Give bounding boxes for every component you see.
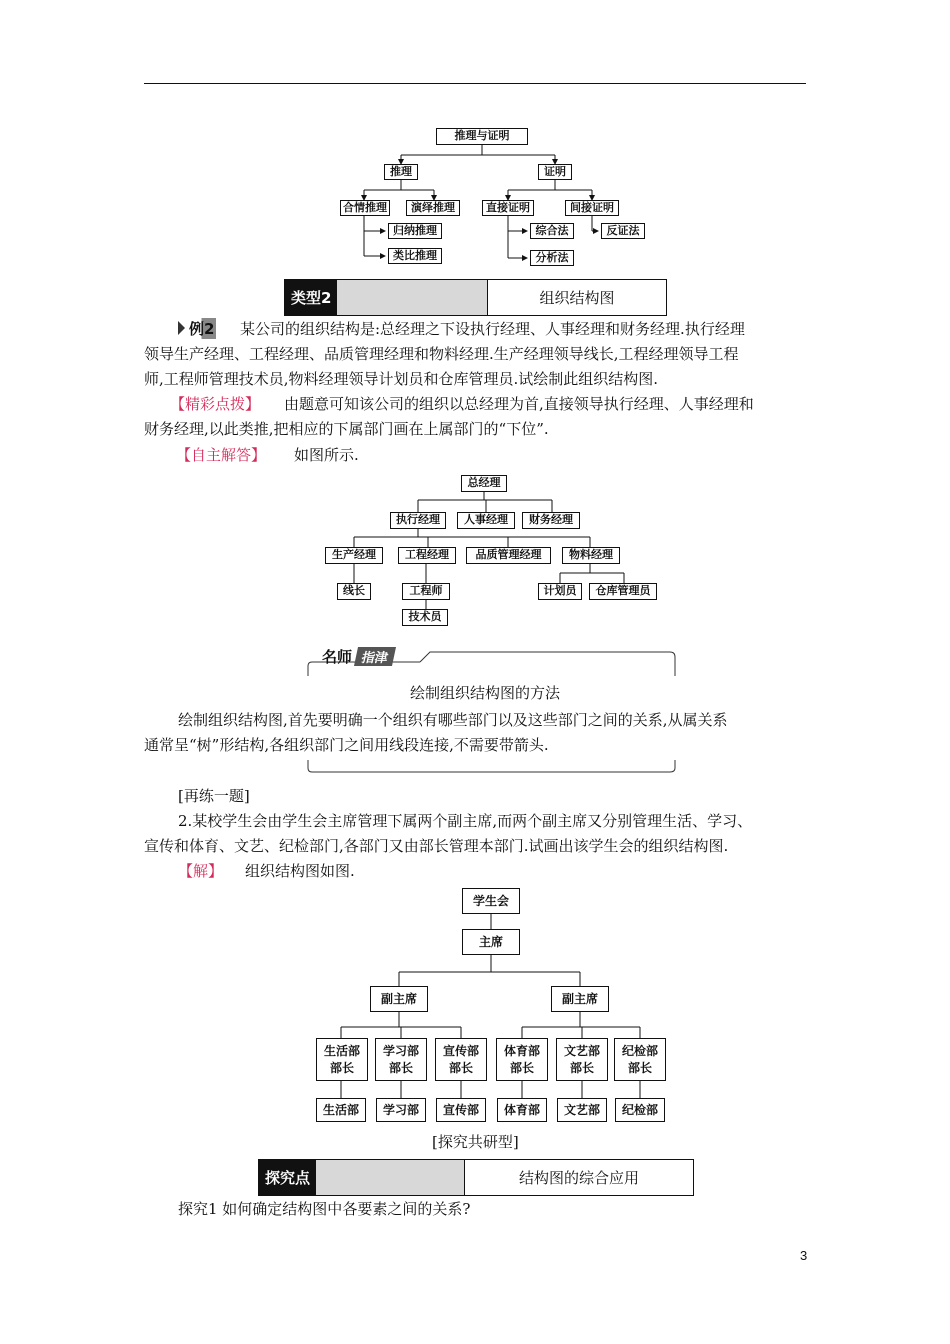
explore-tag: 探究点: [259, 1160, 316, 1195]
org-material: 物料经理: [562, 547, 620, 564]
node-plausible: 合情推理: [340, 200, 390, 216]
dept-publicity: 宣传部: [436, 1098, 486, 1122]
teacher-tip-line-1: 绘制组织结构图,首先要明确一个组织有哪些部门以及这些部门之间的关系,从属关系: [178, 711, 728, 729]
org-finance: 财务经理: [522, 512, 580, 529]
head-study: 学习部部长: [375, 1038, 427, 1081]
page-number: 3: [800, 1248, 808, 1263]
practice-line-2: 宣传和体育、文艺、纪检部门,各部门又由部长管理本部门.试画出该学生会的组织结构图.: [144, 837, 729, 855]
hint-label: 【精彩点拨】: [170, 395, 261, 413]
vice-chair-1: 副主席: [370, 986, 428, 1012]
section-title: 组织结构图: [487, 280, 666, 315]
teacher-tip-badge-a: 名师: [322, 647, 353, 666]
dept-study: 学习部: [376, 1098, 426, 1122]
hint-line-2: 财务经理,以此类推,把相应的下属部门画在上属部门的“下位”.: [144, 420, 549, 438]
example-line-2: 领导生产经理、工程经理、品质管理经理和物料经理.生产经理领导线长,工程经理领导工程: [144, 345, 739, 363]
union-node: 学生会: [462, 888, 520, 914]
org-planner: 计划员: [538, 583, 582, 600]
org-engineer: 工程师: [402, 583, 450, 600]
self-answer-label: 【自主解答】: [176, 446, 267, 464]
practice-line-1: 2.某校学生会由学生会主席管理下属两个副主席,而两个副主席又分别管理生活、学习、: [178, 812, 753, 830]
org-quality: 品质管理经理: [466, 547, 551, 564]
section-banner-explore: [258, 1159, 694, 1196]
node-synthetic: 综合法: [530, 223, 574, 239]
dept-sports: 体育部: [497, 1098, 547, 1122]
example-line-3: 师,工程师管理技术员,物料经理领导计划员和仓库管理员.试绘制此组织结构图.: [144, 370, 659, 388]
practice-answer-text: 组织结构图如图.: [245, 862, 355, 880]
vice-chair-2: 副主席: [551, 986, 609, 1012]
teacher-tip-title: 绘制组织结构图的方法: [410, 684, 561, 702]
teacher-tip-badge-b: 指津: [354, 647, 396, 666]
org-engineering: 工程经理: [398, 547, 456, 564]
explore-question-1: 探究1 如何确定结构图中各要素之间的关系?: [178, 1200, 471, 1218]
example-line-1: 某公司的组织结构是:总经理之下设执行经理、人事经理和财务经理.执行经理: [240, 320, 745, 338]
chair-node: 主席: [462, 929, 520, 955]
node-reasoning: 推理: [384, 164, 418, 180]
head-publicity: 宣传部部长: [435, 1038, 487, 1081]
self-answer-text: 如图所示.: [294, 446, 359, 464]
node-analytic: 分析法: [530, 250, 574, 266]
org-production: 生产经理: [325, 547, 383, 564]
dept-arts: 文艺部: [557, 1098, 607, 1122]
node-induction: 归纳推理: [388, 223, 442, 239]
explore-title: 结构图的综合应用: [464, 1160, 693, 1195]
head-arts: 文艺部部长: [556, 1038, 608, 1081]
node-indirect: 间接证明: [565, 200, 619, 216]
example-badge: 例2: [178, 318, 216, 338]
org-gm: 总经理: [461, 475, 507, 492]
practice-answer-label: 【解】: [178, 862, 224, 880]
node-analogy: 类比推理: [388, 248, 442, 264]
org-technician: 技术员: [402, 609, 448, 626]
head-sports: 体育部部长: [496, 1038, 548, 1081]
org-line-leader: 线长: [337, 583, 371, 600]
node-proof: 证明: [538, 164, 572, 180]
org-exec: 执行经理: [390, 512, 446, 529]
section-tag: 类型2: [285, 280, 337, 315]
node-deductive: 演绎推理: [406, 200, 460, 216]
node-root: 推理与证明: [436, 128, 528, 145]
head-life: 生活部部长: [316, 1038, 368, 1081]
org-hr: 人事经理: [457, 512, 515, 529]
dept-discipline: 纪检部: [615, 1098, 665, 1122]
teacher-tip-line-2: 通常呈“树”形结构,各组织部门之间用线段连接,不需要带箭头.: [144, 736, 549, 754]
node-direct: 直接证明: [482, 200, 534, 216]
node-contradiction: 反证法: [601, 223, 645, 239]
hint-line-1: 由题意可知该公司的组织以总经理为首,直接领导执行经理、人事经理和: [284, 395, 754, 413]
head-discipline: 纪检部部长: [614, 1038, 666, 1081]
dept-life: 生活部: [316, 1098, 366, 1122]
practice-heading: [再练一题]: [178, 787, 250, 805]
org-warehouse: 仓库管理员: [589, 583, 657, 600]
explore-type-heading: [探究共研型]: [432, 1133, 519, 1151]
